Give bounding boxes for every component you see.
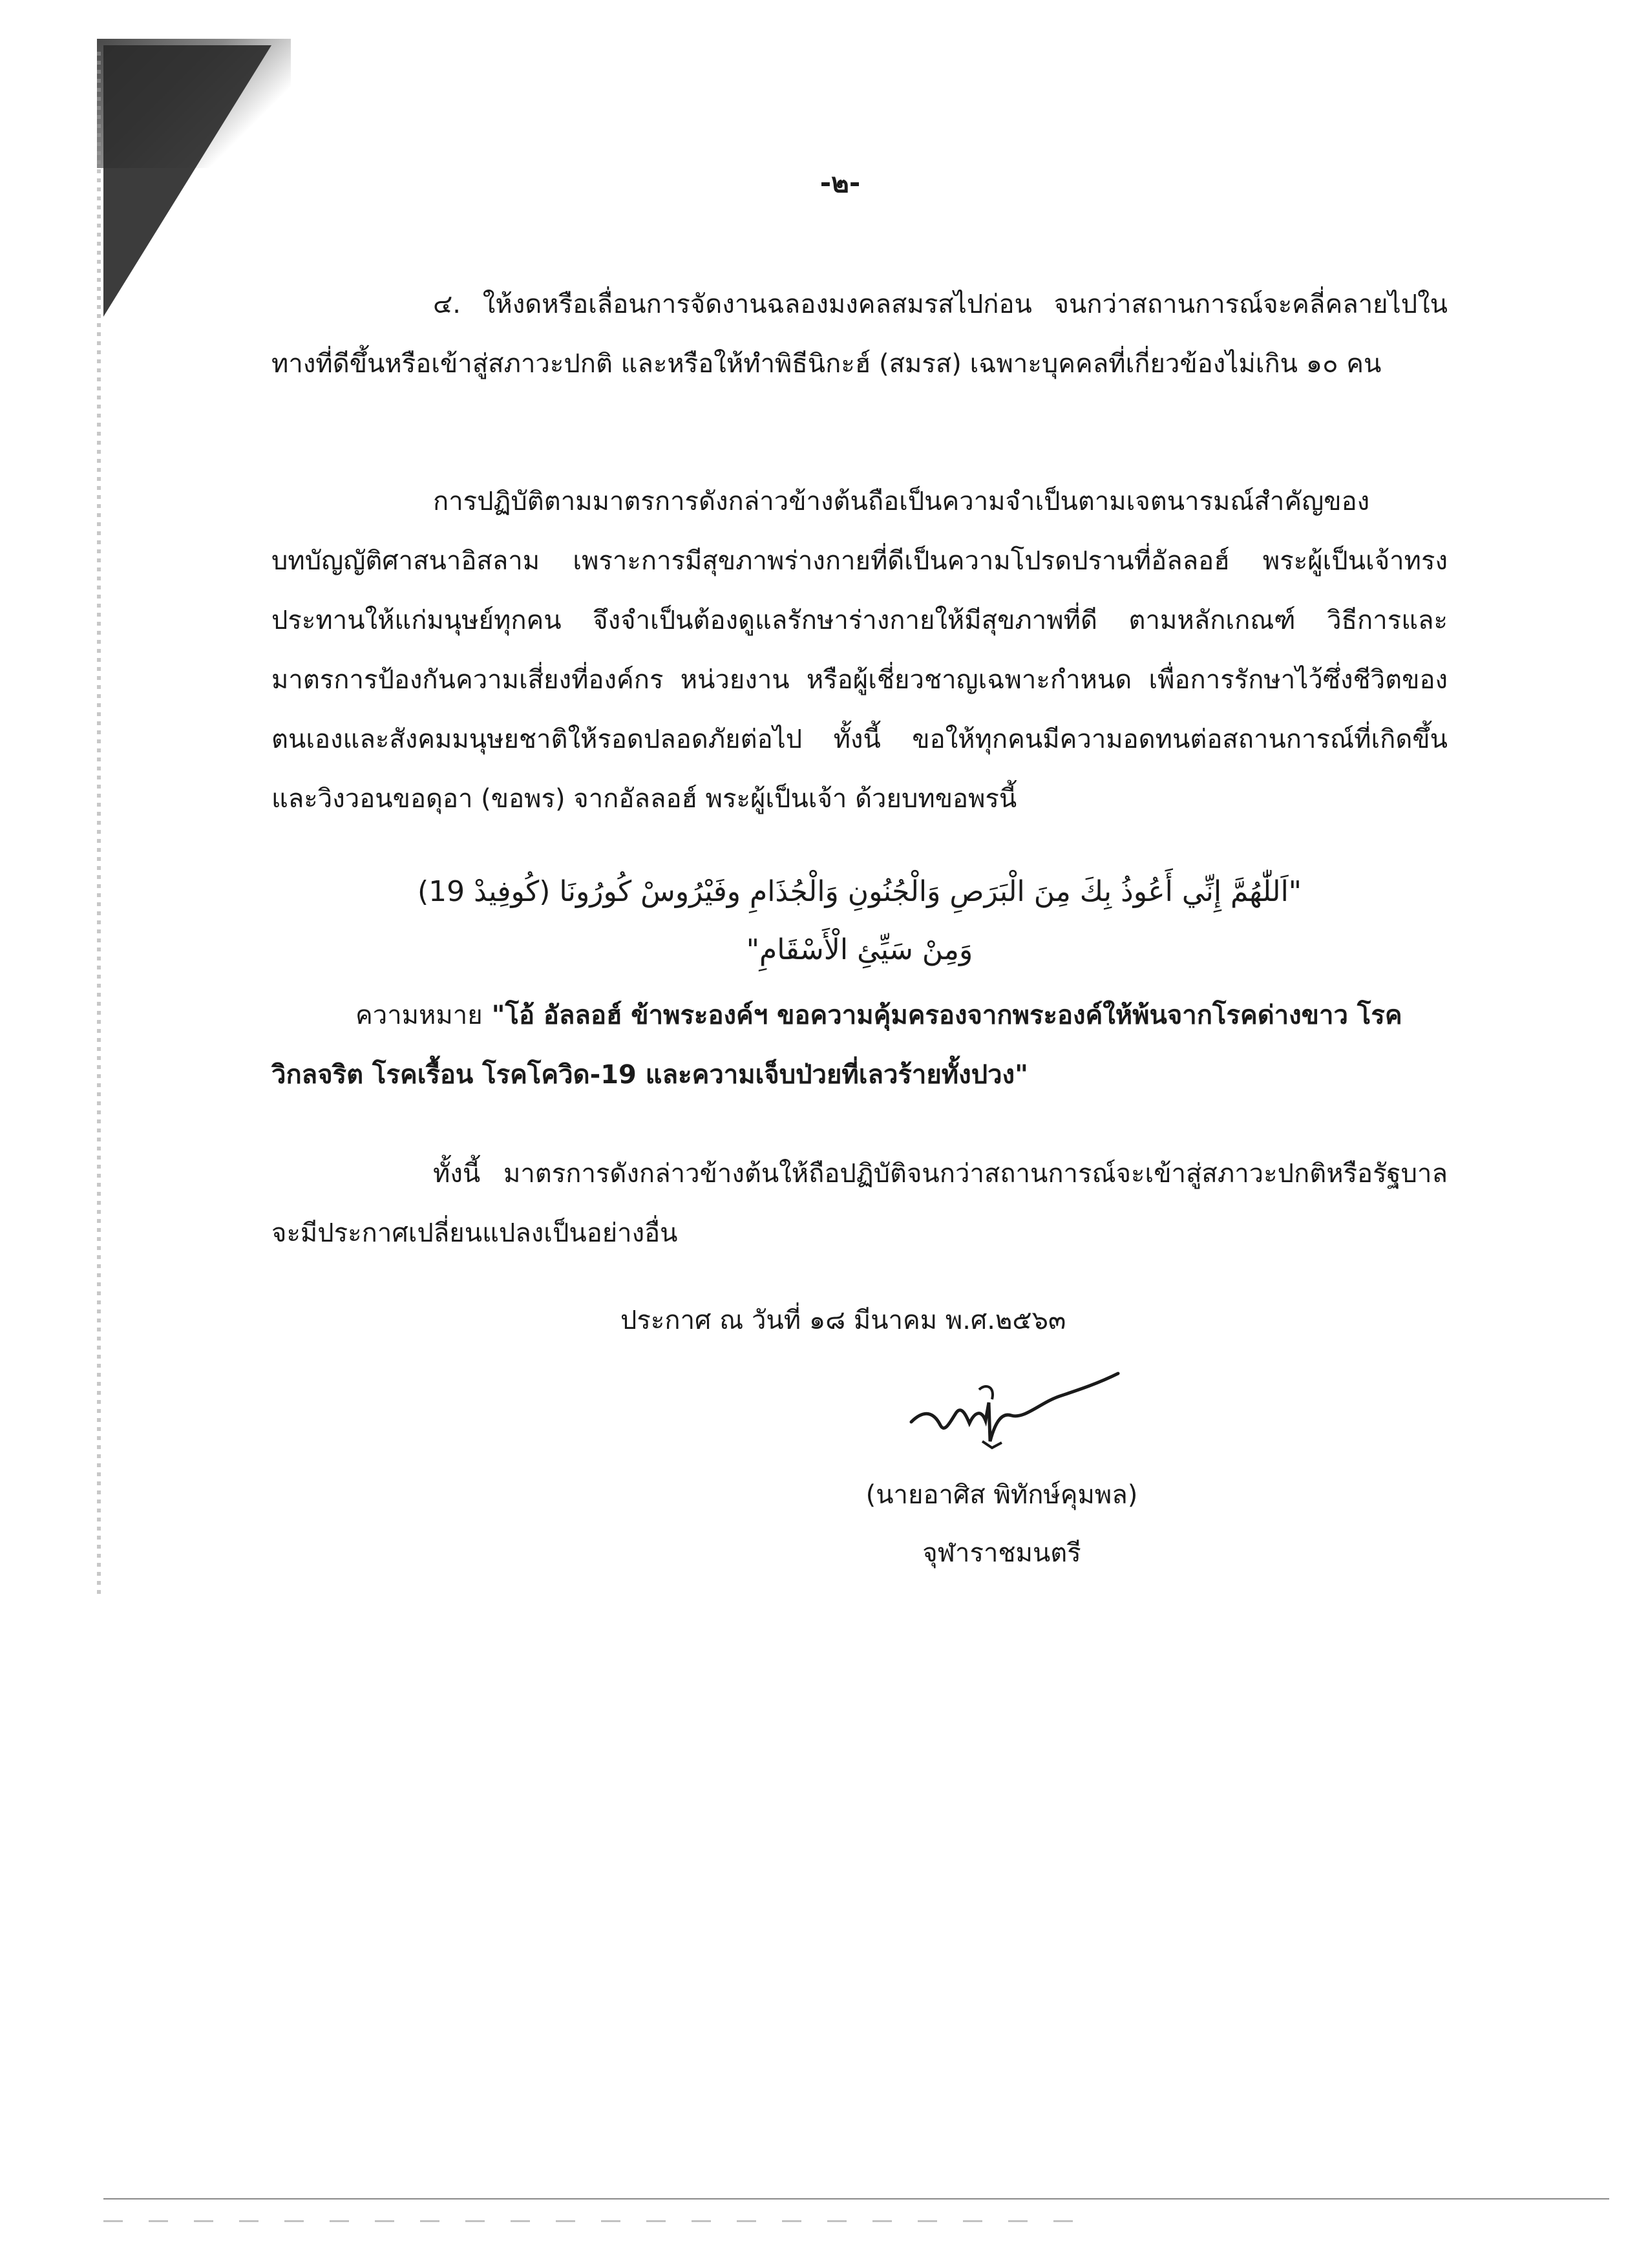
meaning-text: "โอ้ อัลลอฮ์ ข้าพระองค์ฯ ขอความคุ้มครองจากพระองค์ให้พ้นจากโรคด่างขาว โรควิกลจริต โรคเรื้อน โรคโควิด-19 และความเจ็บป่วยที่เลวร้ายทั้งปวง" — [271, 1001, 1402, 1090]
page-number: -๒- — [819, 167, 861, 198]
footer-divider — [103, 2198, 1609, 2199]
prayer-meaning — [271, 986, 1448, 1105]
scan-bottom-noise — [103, 2220, 1073, 2222]
arabic-prayer-line-1: "اَللّٰهُمَّ إِنِّي أَعُوذُ بِكَ مِنَ الْبَرَصِ وَالْجُنُونِ وَالْجُذَامِ وفَيْرُوسْ كُورُونَا (كُوفِيدْ 19) — [417, 875, 1302, 908]
paragraph-item-4: ๔. ให้งดหรือเลื่อนการจัดงานฉลองมงคลสมรสไปก่อน จนกว่าสถานการณ์จะคลี่คลายไปในทางที่ดีขึ้นหรือเข้าสู่สภาวะปกติ และหรือให้ทำพิธีนิกะฮ์ (สมรส) เฉพาะบุคคลที่เกี่ยวข้องไม่เกิน ๑๐ คน — [271, 290, 1448, 379]
meaning-label: ความหมาย — [355, 1001, 483, 1030]
signer-title: จุฬาราชมนตรี — [922, 1538, 1081, 1568]
arabic-prayer-line-2: وَمِنْ سَيِّئِ الْأَسْقَامِ" — [746, 933, 973, 966]
announcement-date: ประกาศ ณ วันที่ ๑๘ มีนาคม พ.ศ.๒๕๖๓ — [620, 1306, 1066, 1335]
paragraph-rationale: การปฏิบัติตามมาตรการดังกล่าวข้างต้นถือเป็นความจำเป็นตามเจตนารมณ์สำคัญของบทบัญญัติศาสนาอิสลาม เพราะการมีสุขภาพร่างกายที่ดีเป็นความโปรดปรานที่อัลลอฮ์ พระผู้เป็นเจ้าทรงประทานให้แก่มนุษย์ทุกคน จึงจำเป็นต้องดูแลรักษาร่างกายให้มีสุขภาพที่ดี ตามหลักเกณฑ์ วิธีการและมาตรการป้องกันความเสี่ยงที่องค์กร หน่วยงาน หรือผู้เชี่ยวชาญเฉพาะกำหนด เพื่อการรักษาไว้ซึ่งชีวิตของตนเองและสังคมมนุษยชาติให้รอดปลอดภัยต่อไป ทั้งนี้ ขอให้ทุกคนมีความอดทนต่อสถานการณ์ที่เกิดขึ้นและวิงวอนขอดุอา (ขอพร) จากอัลลอฮ์ พระผู้เป็นเจ้า ด้วยบทขอพรนี้ — [271, 487, 1448, 814]
scan-left-edge — [97, 52, 101, 1596]
handwritten-signature — [905, 1351, 1125, 1467]
signer-name: (นายอาศิส พิทักษ์คุมพล) — [865, 1480, 1138, 1510]
paragraph-closing: ทั้งนี้ มาตรการดังกล่าวข้างต้นให้ถือปฏิบัติจนกว่าสถานการณ์จะเข้าสู่สภาวะปกติหรือรัฐบาลจะมีประกาศเปลี่ยนแปลงเป็นอย่างอื่น — [271, 1159, 1448, 1248]
